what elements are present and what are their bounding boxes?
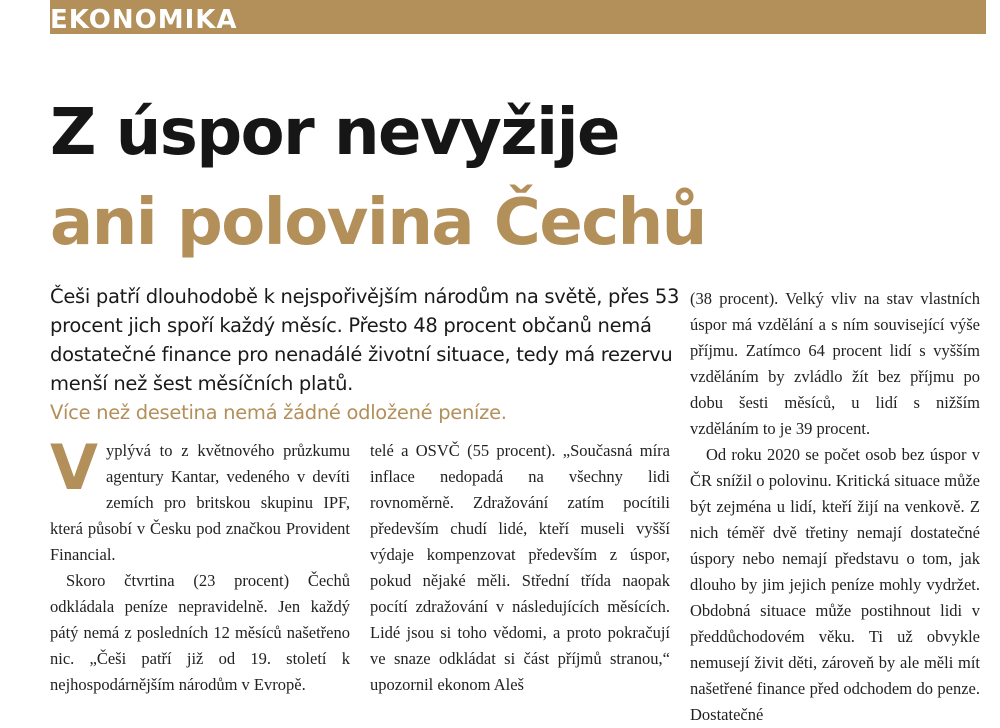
- paragraph: [50, 431, 350, 568]
- paragraph: Skoro čtvrtina (23 procent) Čechů odkládala peníze nepravidelně. Jen každý pátý nemá z posledních 12 měsíců našetřeno nic. „Češi patří již od 19. století k nejhospodárnějším národům v Evropě.: [50, 571, 350, 694]
- paragraph: Od roku 2020 se počet osob bez úspor v ČR snížil o polovinu. Kritická situace může být zejména u lidí, kteří žijí na venkově. Z nich téměř dvě třetiny nemají dostatečné úspory nebo nemají představu o tom, jak dlouho by jim jejich peníze mohly vydržet. Obdobná situace může postihnout lidi v předdůchodovém věku. Ti už obvykle nemusejí živit děti, zároveň by ale měli mít našetřené finance před odchodem do penze. Dostatečné: [690, 445, 980, 724]
- paragraph-text: yplývá to z květnového průzkumu agentury Kantar, vedeného v devíti zemích pro britskou skupinu IPF, která působí v Česku pod značkou Provident Financial.: [50, 441, 350, 564]
- section-label: EKONOMIKA: [50, 5, 238, 35]
- paragraph: (38 procent). Velký vliv na stav vlastních úspor má vzdělání a s ním související výše příjmu. Zatímco 64 procent lidí s vyšším vzděláním by zvládlo žít bez příjmu po dobu šesti měsíců, u lidí s nižším vzděláním to je 39 procent.: [690, 289, 980, 438]
- paragraph: telé a OSVČ (55 procent). „Současná míra inflace nedopadá na všechny lidi rovnoměrně. Zdražování zatím pocítili především chudí lidé, kteří museli vyšší výdaje kompenzovat především z úspor, pokud nějaké měli. Střední třída naopak pocítí zdražování v následujících měsících. Lidé jsou si toho vědomi, a proto pokračují ve snaze odkládat si část příjmů stranou,“ upozornil ekonom Aleš: [370, 441, 670, 694]
- headline-line-2: ani polovina Čechů: [50, 186, 706, 260]
- headline: [50, 88, 706, 268]
- drop-cap: V: [50, 431, 98, 504]
- lead-paragraph: [50, 282, 690, 427]
- article-column-1: [50, 431, 350, 698]
- article-column-2: [370, 438, 670, 698]
- article-column-3: [690, 286, 980, 728]
- lead-highlight: Více než desetina nemá žádné odložené peníze.: [50, 401, 507, 424]
- lead-text: Češi patří dlouhodobě k nejspořivějším národům na světě, přes 53 procent jich spoří každý měsíc. Přesto 48 procent občanů nemá dostatečné finance pro nenadálé životní situace, tedy má rezervu menší než šest měsíčních platů.: [50, 285, 680, 395]
- headline-line-1: Z úspor nevyžije: [50, 96, 619, 170]
